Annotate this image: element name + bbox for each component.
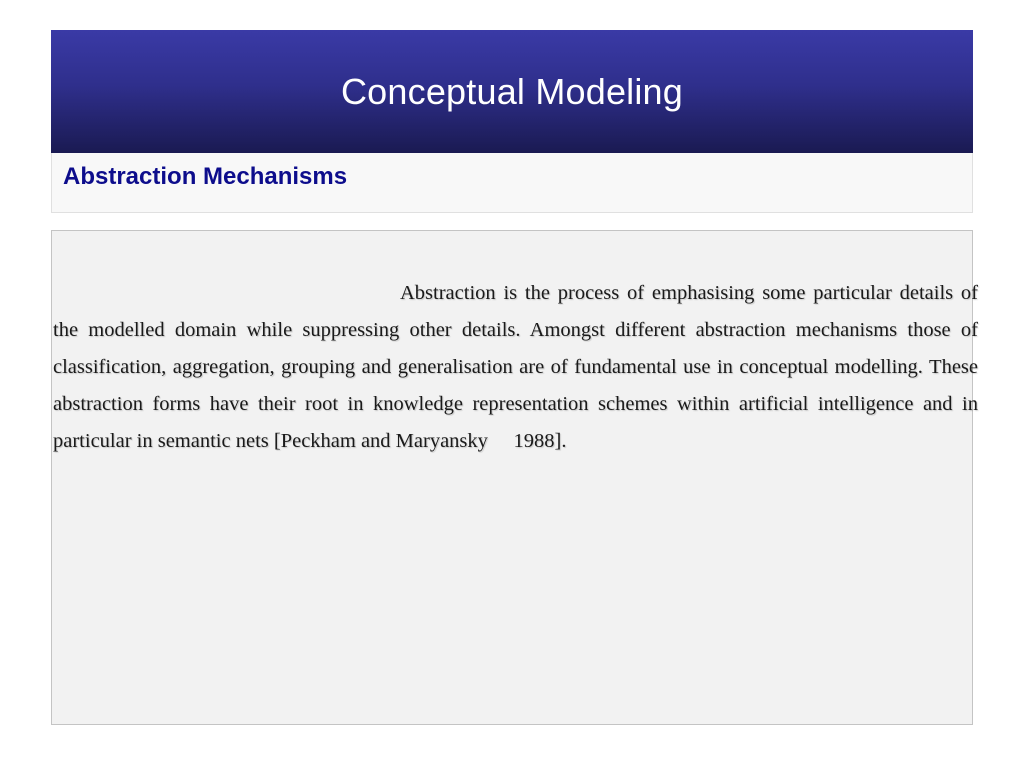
content-box: [51, 230, 978, 725]
slide-subtitle: Abstraction Mechanisms: [63, 163, 348, 190]
slide-title: Conceptual Modeling: [340, 70, 684, 112]
subtitle-bar: [51, 153, 973, 213]
body-paragraph: Abstraction is the process of emphasising some particular details of the modelled domain while suppressing other details. Amongst different abstraction mechanisms those of classification, aggregation, grouping and generalisation are of fundamental use in conceptual modelling. These abstraction forms have their root in knowledge representation schemes within artificial intelligence and in particular in semantic nets [Peckham and Maryansky 1988].: [53, 282, 978, 452]
title-bar: [51, 30, 973, 153]
